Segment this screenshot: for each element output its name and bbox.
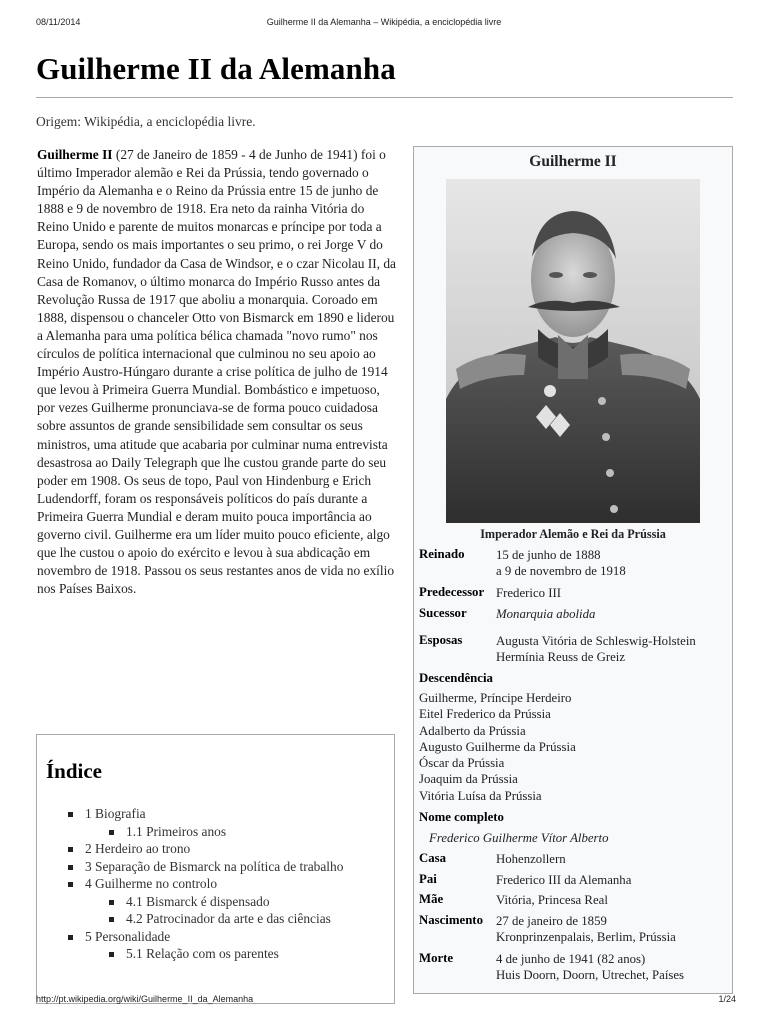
infobox-row-esposas [419,633,729,669]
descendant-item[interactable]: Vitória Luísa da Prússia [419,788,542,803]
mae-label: Mãe [419,892,444,906]
print-header [0,17,768,31]
infobox-row-pai [419,872,729,890]
toc-link-biografia[interactable]: 1 Biografia [85,806,146,821]
print-page-number: 1/24 [718,994,736,1004]
sucessor-label: Sucessor [419,606,467,620]
nome-completo-value: Frederico Guilherme Vítor Alberto [429,831,609,845]
infobox-row-casa [419,851,729,869]
toc-subitem [109,823,388,841]
table-of-contents [36,734,395,1004]
toc-item [68,858,388,876]
infobox-row-nome-completo [419,810,729,825]
toc-item [68,840,388,858]
portrait-image[interactable] [446,179,700,523]
predecessor-label: Predecessor [419,585,485,599]
page-title: Guilherme II da Alemanha [36,51,396,86]
morte-value: 4 de junho de 1941 (82 anos) Huis Doorn, Doorn, Utrechet, Países [496,952,685,983]
toc-subitem [109,910,388,928]
infobox [413,146,733,994]
sucessor-value: Monarquia abolida [496,607,596,621]
pai-label: Pai [419,872,437,886]
lead-paragraph [37,146,396,598]
toc-title: Índice [46,759,103,783]
toc-link-controlo[interactable]: 4 Guilherme no controlo [85,876,218,891]
toc-link-patrocinador[interactable]: 4.2 Patrocinador da arte e das ciências [126,911,331,926]
descendant-item[interactable]: Joaquim da Prússia [419,772,518,787]
toc-link-personalidade[interactable]: 5 Personalidade [85,928,171,944]
reinado-value: 15 de junho de 1888 a 9 de novembro de 1918 [496,548,626,579]
toc-subitem [109,893,388,911]
lead-subject: Guilherme II [37,147,113,162]
descendant-item[interactable]: Adalberto da Prússia [419,723,526,738]
print-date: 08/11/2014 [36,17,81,27]
origin-line: Origem: Wikipédia, a enciclopédia livre. [36,114,256,129]
title-divider [36,97,733,98]
pai-value[interactable]: Frederico III da Alemanha [496,873,632,887]
toc-link-bismarck[interactable]: 4.1 Bismarck é dispensado [126,893,270,909]
descendencia-label: Descendência [419,671,493,685]
nome-completo-label: Nome completo [419,810,504,824]
casa-label: Casa [419,851,447,865]
print-page-title: Guilherme II da Alemanha – Wikipédia, a enciclopédia livre [266,17,502,27]
descendant-item[interactable]: Augusto Guilherme da Prússia [419,739,576,754]
infobox-row-morte [419,951,729,987]
toc-link-separacao[interactable]: 3 Separação de Bismarck na política de trabalho [85,858,344,874]
print-url: http://pt.wikipedia.org/wiki/Guilherme_II_da_Alemanha [36,994,254,1004]
mae-value[interactable]: Vitória, Princesa Real [496,893,608,907]
esposas-value: Augusta Vitória de Schleswig-Holstein Hermínia Reuss de Greiz [496,634,696,665]
infobox-row-predecessor [419,585,729,603]
toc-item [68,928,388,963]
nascimento-value: 27 de janeiro de 1859 Kronprinzenpalais, Berlim, Prússia [496,914,676,945]
descendant-item[interactable]: Óscar da Prússia [419,756,505,771]
infobox-row-descendencia [419,671,729,686]
infobox-caption: Imperador Alemão e Rei da Prússia [480,527,666,541]
infobox-row-mae [419,892,729,910]
descendant-item[interactable]: Eitel Frederico da Prússia [419,707,551,722]
predecessor-value[interactable]: Frederico III [496,586,562,600]
infobox-row-sucessor [419,606,729,624]
morte-label: Morte [419,951,454,965]
toc-link-primeiros-anos[interactable]: 1.1 Primeiros anos [126,823,227,839]
infobox-row-reinado [419,547,729,583]
toc-subitem [109,945,388,963]
esposas-label: Esposas [419,633,463,647]
toc-item [68,805,388,840]
lead-text: (27 de Janeiro de 1859 - 4 de Junho de 1941) foi o último Imperador alemão e Rei da Prússia, tendo governado o Império da Alemanha e o Reino da Prússia entre 15 de junho de 1888 e 9 de novembro de 1918. Era neto da rainha Vitória do Reino Unido e parente de muitos monarcas e príncipe por toda a Europa, sendo os mais importantes o seu primo, o rei Jorge V do Reino Unido, fundador da Casa de Windsor, e o czar Nicolau II, da Casa de Romanov, o último monarca do Império Russo antes da Revolução Russa de 1917 que aboliu a monarquia. Coroado em 1888, dispensou o chanceler Otto von Bismarck em 1890 e liderou a Alemanha para uma política bélica chamada "novo rumo" nos círculos de política internacional que culminou no seu apoio ao Império Austro-Húngaro durante a crise política de julho de 1914 que levou à Primeira Guerra Mundial. Bombástico e impetuoso, por vezes Guilherme pronunciava-se de forma pouco cuidadosa sobre assuntos de grande sensibilidade sem consultar os seus ministros, uma atitude que acabaria por culminar numa entrevista desastrosa ao Daily Telegraph que lhe custou grande parte do seu poder em 1908. Os seus de topo, Paul von Hindenburg e Erich Ludendorff, foram os responsáveis políticos do país durante a Primeira Guerra Mundial e deram muito pouca importância ao governo civil. Guilherme era um líder muito pouco eficiente, algo que lhe custou o apoio do exército e levou à sua abdicação em novembro de 1918. Passou os seus restantes anos de vida no exílio nos Países Baixos. [37,147,396,597]
toc-link-herdeiro[interactable]: 2 Herdeiro ao trono [85,841,191,856]
nascimento-label: Nascimento [419,913,483,927]
toc-item [68,875,388,928]
infobox-title: Guilherme II [529,153,617,170]
toc-list [68,805,388,963]
descendant-item[interactable]: Guilherme, Príncipe Herdeiro [419,691,572,705]
portrait-illustration [446,179,700,523]
descendencia-list [419,690,729,804]
infobox-row-nascimento [419,913,729,949]
toc-link-parentes[interactable]: 5.1 Relação com os parentes [126,946,279,961]
reinado-label: Reinado [419,547,465,561]
casa-value[interactable]: Hohenzollern [496,852,566,866]
